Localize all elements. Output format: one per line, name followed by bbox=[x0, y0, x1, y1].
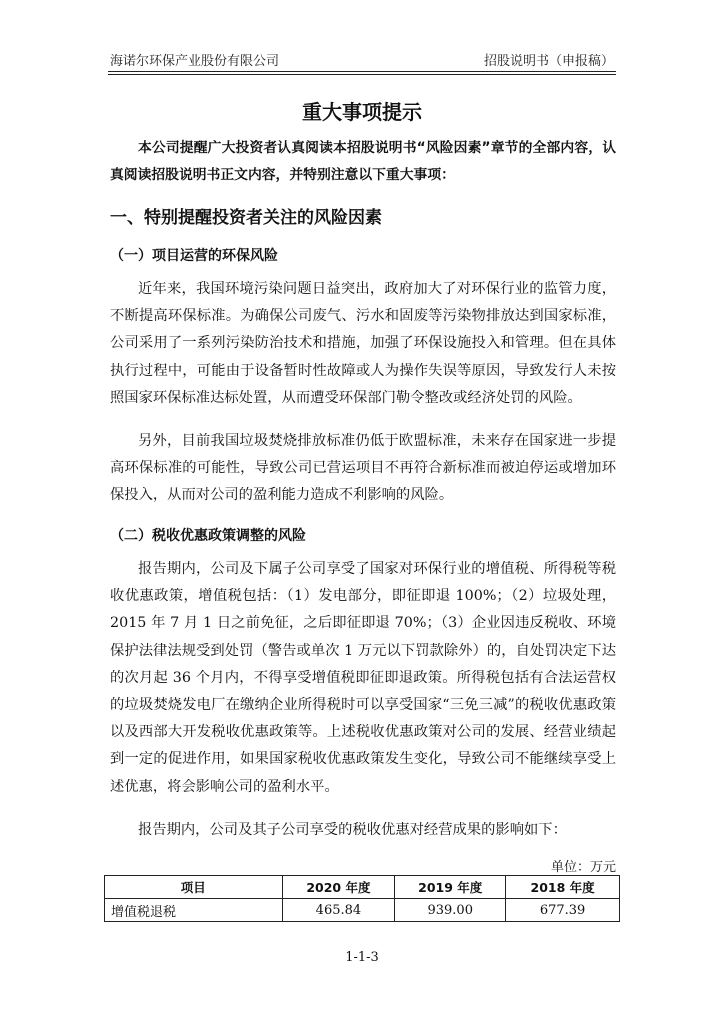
table-cell: 677.39 bbox=[506, 899, 620, 922]
page-header bbox=[110, 50, 614, 70]
page-title: 重大事项提示 bbox=[302, 100, 422, 124]
header-company: 海诺尔环保产业股份有限公司 bbox=[110, 54, 280, 69]
paragraph-tax-impact: 报告期内，公司及其子公司享受的税收优惠对经营成果的影响如下： bbox=[138, 822, 567, 838]
paragraph-tax-risk: 报告期内，公司及下属子公司享受了国家对环保行业的增值税、所得税等税收优惠政策，增值税包括：（1）发电部分，即征即退 100%；（2）垃圾处理，2015 年 7 月 1 日之前免征，之后即征即退 70%；（3）企业因违反税收、环境保护法律法规受到处罚（警告或单次 1 万元以下罚款除外）的，自处罚决定下达的次月起 36 个月内，不得享受增值税即征即退政策。所得税包括有合法运营权的垃圾焚烧发电厂在缴纳企业所得税时可以享受国家“三免三减”的税收优惠政策以及西部大开发税收优惠政策等。上述税收优惠政策对公司的发展、经营业绩起到一定的促进作用，如果国家税收优惠政策发生变化，导致公司不能继续享受上述优惠，将会影响公司的盈利水平。 bbox=[110, 561, 616, 795]
table-row bbox=[105, 899, 620, 922]
paragraph-env-risk-1: 近年来，我国环境污染问题日益突出，政府加大了对环保行业的监管力度，不断提高环保标准。为确保公司废气、污水和固废等污染物排放达到国家标准，公司采用了一系列污染防治技术和措施，加强了环保设施投入和管理。但在具体执行过程中，可能由于设备暂时性故障或人为操作失误等原因，导致发行人未按照国家环保标准达标处置，从而遭受环保部门勒令整改或经济处罚的风险。 bbox=[110, 281, 616, 406]
table-header-cell: 项目 bbox=[105, 876, 283, 899]
table-cell: 增值税退税 bbox=[105, 899, 283, 922]
section-heading: 一、特别提醒投资者关注的风险因素 bbox=[110, 208, 382, 228]
tax-benefit-table bbox=[104, 875, 620, 922]
header-rule-thin bbox=[108, 74, 616, 75]
table-header-cell: 2019 年度 bbox=[395, 876, 506, 899]
table-cell: 465.84 bbox=[282, 899, 395, 922]
intro-paragraph: 本公司提醒广大投资者认真阅读本招股说明书“风险因素”章节的全部内容，认真阅读招股说明书正文内容，并特别注意以下重大事项： bbox=[110, 140, 616, 184]
table-header-cell: 2020 年度 bbox=[282, 876, 395, 899]
table-header-cell: 2018 年度 bbox=[506, 876, 620, 899]
header-doc-title: 招股说明书（申报稿） bbox=[483, 54, 614, 69]
page-number: 1-1-3 bbox=[345, 950, 379, 965]
subsection-heading-1: （一）项目运营的环保风险 bbox=[110, 248, 278, 264]
unit-label: 单位：万元 bbox=[550, 860, 616, 875]
paragraph-env-risk-2: 另外，目前我国垃圾焚烧排放标准仍低于欧盟标准，未来存在国家进一步提高环保标准的可能性，导致公司已营运项目不再符合新标准而被迫停运或增加环保投入，从而对公司的盈利能力造成不利影响的风险。 bbox=[110, 433, 616, 504]
table-cell: 939.00 bbox=[395, 899, 506, 922]
header-rule bbox=[108, 71, 616, 72]
table-header-row bbox=[105, 876, 620, 899]
subsection-heading-2: （二）税收优惠政策调整的风险 bbox=[110, 528, 306, 544]
